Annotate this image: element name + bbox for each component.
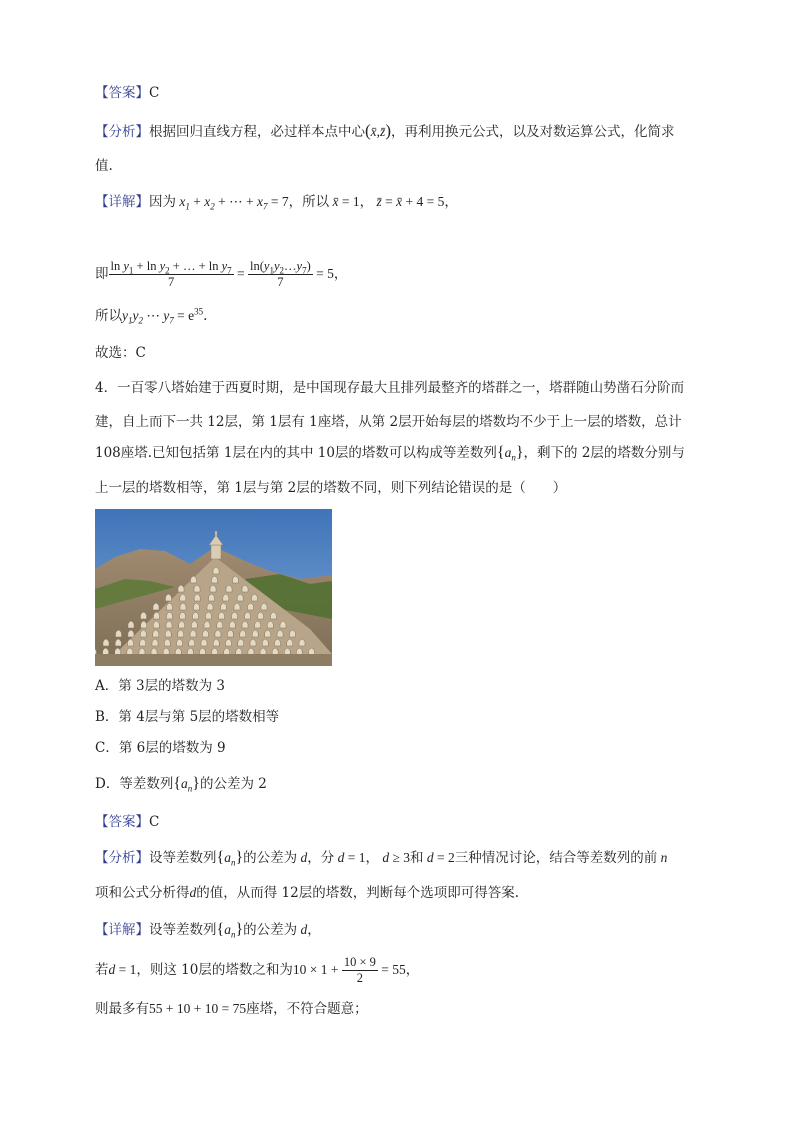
- q3-choice: 故选：C: [95, 345, 146, 361]
- math-sum-x: $x_1 + x_2$ + ⋯ + $x_7 = 7$: [176, 194, 289, 212]
- q4-analysis-line: 【分析】设等差数列$\{a_n\}$的公差为 d，分 d = 1， d ≥ 3和 d = 2三种情况讨论，结合等差数列的前 n: [95, 849, 668, 868]
- q4-stem-line-4: 上一层的塔数相等，第 1层与第 2层的塔数不同，则下列结论错误的是（ ）: [95, 480, 567, 496]
- answer-tag: 【答案】: [95, 85, 149, 101]
- pagoda-image: [95, 509, 332, 666]
- q4-stem-line-1: 4．一百零八塔始建于西夏时期，是中国现存最大且排列最整齐的塔群之一，塔群随山势凿石分阶而: [95, 380, 685, 396]
- math-zbar: z̄ = x̄ + 4 = 5: [373, 194, 445, 209]
- q3-detail-line: 【详解】因为 $x_1 + x_2$ + ⋯ + $x_7 = 7$，所以 x̄ = 1， z̄ = x̄ + 4 = 5，: [95, 194, 458, 212]
- q4-detail-max: 则最多有55 + 10 + 10 = 75座塔，不符合题意；: [95, 1001, 368, 1017]
- q4-detail-line: 【详解】设等差数列$\{a_n\}$的公差为 d，: [95, 921, 321, 940]
- q4-stem-line-3: 108座塔.已知包括第 1层在内的其中 10层的塔数可以构成等差数列$\{a_n\}$，剩下的 2层的塔数分别与: [95, 444, 685, 463]
- pagoda-photo: [95, 509, 332, 666]
- math-xbar: x̄ = 1: [329, 194, 360, 209]
- math-log-fraction-2: $\frac{\ln(y_1y_2\dots y_7)}{7}$: [250, 259, 311, 289]
- q3-analysis-line-2: 值.: [95, 158, 113, 174]
- q3-analysis-line: 【分析】根据回归直线方程，必过样本点中心(x̄,z̄)，再利用换元公式，以及对数运算公式，化简求: [95, 121, 675, 140]
- q4-analysis-line-2: 项和公式分析得d的值，从而得 12层的塔数，判断每个选项即可得答案.: [95, 885, 520, 901]
- option-a: A．第 3层的塔数为 3: [95, 678, 226, 694]
- math-center-point: (: [365, 121, 371, 140]
- q3-answer-line: [95, 84, 159, 102]
- q3-product-line: 所以$y_1y_2$ ⋯ $y_7 = e^{35}$.: [95, 306, 208, 326]
- answer-value: C: [149, 85, 160, 101]
- q4-detail-sum: 若d = 1，则这 10层的塔数之和为10 × 1 + $\frac{10 \times 9}{2}$ = 55，: [95, 955, 420, 985]
- detail-tag: 【详解】: [95, 194, 149, 210]
- option-b: B．第 4层与第 5层的塔数相等: [95, 709, 280, 725]
- math-log-fraction-1: $\frac{\ln y_1 + \ln y_2 + \dots + \ln y_7}{7}$: [110, 259, 232, 289]
- q4-stem-line-2: 建，自上而下一共 12层，第 1层有 1座塔，从第 2层开始每层的塔数均不少于上一层的塔数，总计: [95, 414, 682, 430]
- math-sum-fraction: $\frac{10 \times 9}{2}$: [343, 955, 376, 985]
- option-d: D．等差数列$\{a_n\}$的公差为 2: [95, 775, 267, 794]
- math-seq-an: $\{a_n\}$: [496, 444, 524, 463]
- q3-log-equation: 即 $\frac{\ln y_1 + \ln y_2 + \dots + \ln y_7}{7}$ = $\frac{\ln(y_1y_2\dots y_7)}{7}$ = 5，: [95, 259, 348, 289]
- q4-answer-line: 【答案】C: [95, 814, 160, 830]
- analysis-tag: 【分析】: [95, 124, 149, 140]
- option-c: C．第 6层的塔数为 9: [95, 740, 226, 756]
- math-product: $y_1y_2$ ⋯ $y_7 = e^{35}$: [122, 306, 204, 326]
